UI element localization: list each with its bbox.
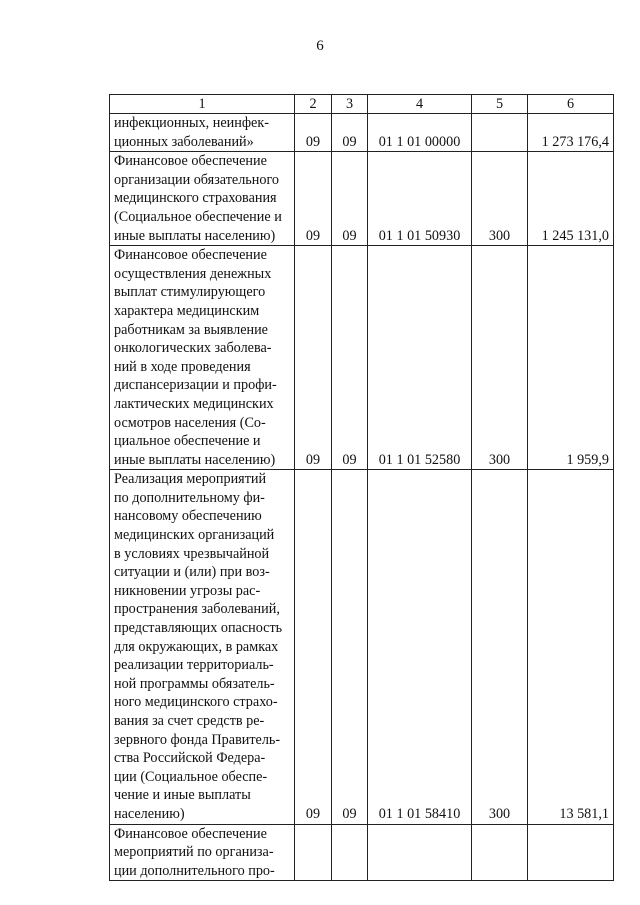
table-row bbox=[110, 152, 614, 246]
row-section bbox=[295, 824, 332, 881]
row-target-article: 01 1 01 58410 bbox=[368, 470, 472, 824]
header-cell-6: 6 bbox=[528, 95, 614, 114]
row-expense-type: 300 bbox=[472, 246, 528, 470]
row-section: 09 bbox=[295, 114, 332, 152]
header-cell-5: 5 bbox=[472, 95, 528, 114]
header-cell-4: 4 bbox=[368, 95, 472, 114]
row-expense-type bbox=[472, 824, 528, 881]
row-amount: 1 959,9 bbox=[528, 246, 614, 470]
row-target-article: 01 1 01 52580 bbox=[368, 246, 472, 470]
table-row bbox=[110, 470, 614, 824]
page-number: 6 bbox=[316, 38, 324, 54]
table-header-row bbox=[110, 95, 614, 114]
table-row bbox=[110, 246, 614, 470]
row-description: инфекционных, неинфек- ционных заболеваний» bbox=[110, 114, 295, 152]
row-amount bbox=[528, 824, 614, 881]
row-expense-type: 300 bbox=[472, 470, 528, 824]
row-subsection: 09 bbox=[332, 246, 368, 470]
header-cell-1: 1 bbox=[110, 95, 295, 114]
row-subsection: 09 bbox=[332, 152, 368, 246]
row-target-article bbox=[368, 824, 472, 881]
header-cell-2: 2 bbox=[295, 95, 332, 114]
row-subsection bbox=[332, 824, 368, 881]
row-amount: 13 581,1 bbox=[528, 470, 614, 824]
row-description: Финансовое обеспечение осуществления денежных выплат стимулирующего характера медицинским работникам за выявление онкологических заболева- ний в ходе проведения диспансеризации и профи- лактических медицинских осмотров населения (Со- циальное обеспечение и иные выплаты населению) bbox=[110, 246, 295, 470]
row-section: 09 bbox=[295, 246, 332, 470]
table-row bbox=[110, 824, 614, 881]
header-cell-3: 3 bbox=[332, 95, 368, 114]
table-row bbox=[110, 114, 614, 152]
row-subsection: 09 bbox=[332, 470, 368, 824]
row-amount: 1 273 176,4 bbox=[528, 114, 614, 152]
row-section: 09 bbox=[295, 152, 332, 246]
row-target-article: 01 1 01 00000 bbox=[368, 114, 472, 152]
row-amount: 1 245 131,0 bbox=[528, 152, 614, 246]
row-subsection: 09 bbox=[332, 114, 368, 152]
row-expense-type bbox=[472, 114, 528, 152]
row-target-article: 01 1 01 50930 bbox=[368, 152, 472, 246]
budget-table bbox=[109, 94, 614, 881]
row-section: 09 bbox=[295, 470, 332, 824]
row-description: Финансовое обеспечение организации обязательного медицинского страхования (Социальное обеспечение и иные выплаты населению) bbox=[110, 152, 295, 246]
row-description: Реализация мероприятий по дополнительному фи- нансовому обеспечению медицинских организаций в условиях чрезвычайной ситуации и (или) при воз- никновении угрозы рас- пространения заболеваний, представляющих опасность для окружающих, в рамках реализации территориаль- ной программы обязатель- ного медицинского страхо- вания за счет средств ре- зервного фонда Правитель- ства Российской Федера- ции (Социальное обеспе- чение и иные выплаты населению) bbox=[110, 470, 295, 824]
row-description: Финансовое обеспечение мероприятий по организа- ции дополнительного про- bbox=[110, 824, 295, 881]
row-expense-type: 300 bbox=[472, 152, 528, 246]
